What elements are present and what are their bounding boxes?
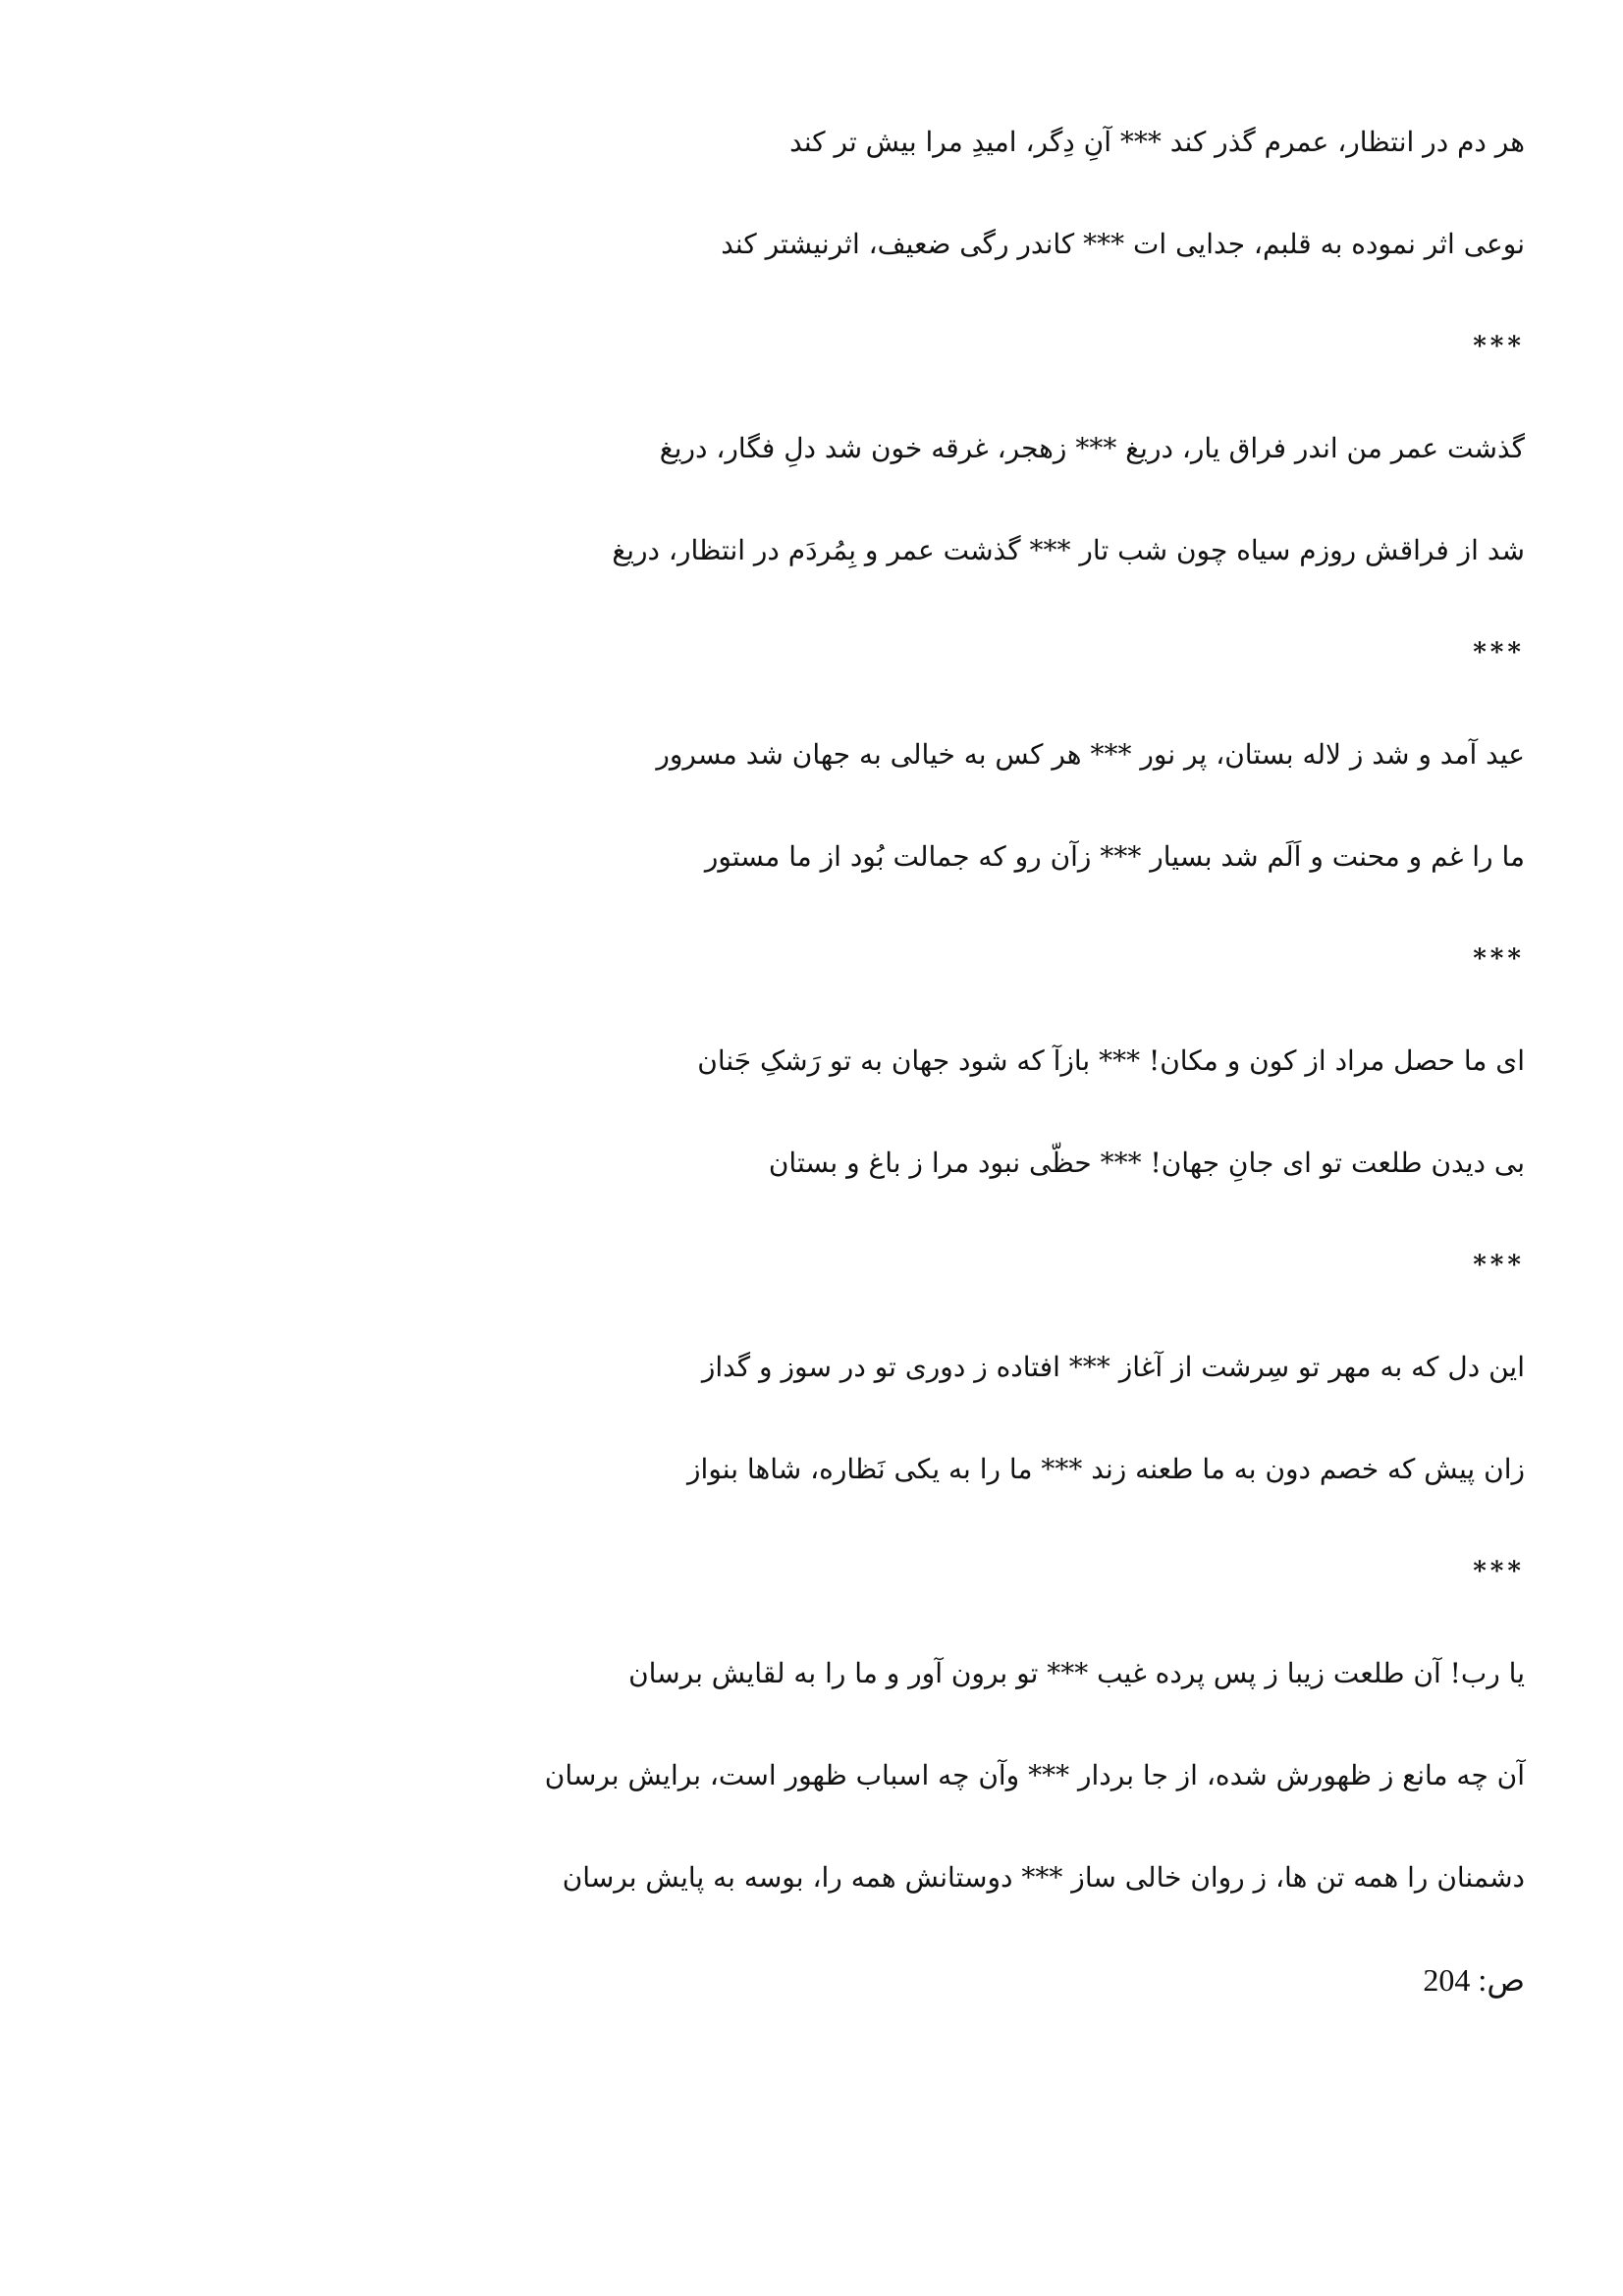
- stanza-separator: ***: [1473, 1251, 1525, 1280]
- stanza-separator: ***: [1473, 944, 1525, 974]
- stanza-separator: ***: [1473, 1557, 1525, 1586]
- poem-line: عید آمد و شد ز لاله بستان، پر نور *** هر کس به خیالی به جهان شد مسرور: [656, 738, 1525, 771]
- poem-line: آن چه مانع ز ظهورش شده، از جا بردار *** وآن چه اسباب ظهور است، برایش برسان: [544, 1759, 1525, 1791]
- poem-line: نوعی اثر نموده به قلبم، جدایی ات *** کاندر رگی ضعیف، اثرنیشتر کند: [721, 228, 1525, 260]
- poem-text: [494, 108, 1525, 2048]
- poem-line: شد از فراقش روزم سیاه چون شب تار *** گذشت عمر و بِمُردَم در انتظار، دریغ: [612, 534, 1525, 566]
- stanza-separator: ***: [1473, 332, 1525, 361]
- poem-line: گذشت عمر من اندر فراق یار، دریغ *** زهجر، غرقه خون شد دلِ فگار، دریغ: [659, 432, 1525, 464]
- poem-line: هر دم در انتظار، عمرم گذر کند *** آنِ دِگر، امیدِ مرا بیش تر کند: [789, 126, 1525, 158]
- poem-line: دشمنان را همه تن ها، ز روان خالی ساز *** دوستانش همه را، بوسه به پایش برسان: [562, 1861, 1525, 1894]
- poem-line: یا رب! آن طلعت زیبا ز پس پرده غیب *** تو برون آور و ما را به لقایش برسان: [628, 1657, 1525, 1689]
- page-number: ص: 204: [1423, 1962, 1525, 1998]
- poem-line: ای ما حصل مراد از کون و مکان! *** بازآ که شود جهان به تو رَشکِ جَنان: [697, 1044, 1525, 1077]
- stanza-separator: ***: [1473, 638, 1525, 667]
- poem-line: ما را غم و محنت و اَلَم شد بسیار *** زآن رو که جمالت بُود از ما مستور: [704, 840, 1525, 873]
- poem-line: بی دیدن طلعت تو ای جانِ جهان! *** حظّی نبود مرا ز باغ و بستان: [768, 1147, 1525, 1179]
- poem-line: این دل که به مهر تو سِرشت از آغاز *** افتاده ز دوری تو در سوز و گداز: [701, 1351, 1525, 1383]
- poem-line: زان پیش که خصم دون به ما طعنه زند *** ما را به یکی نَظاره، شاها بنواز: [687, 1453, 1525, 1485]
